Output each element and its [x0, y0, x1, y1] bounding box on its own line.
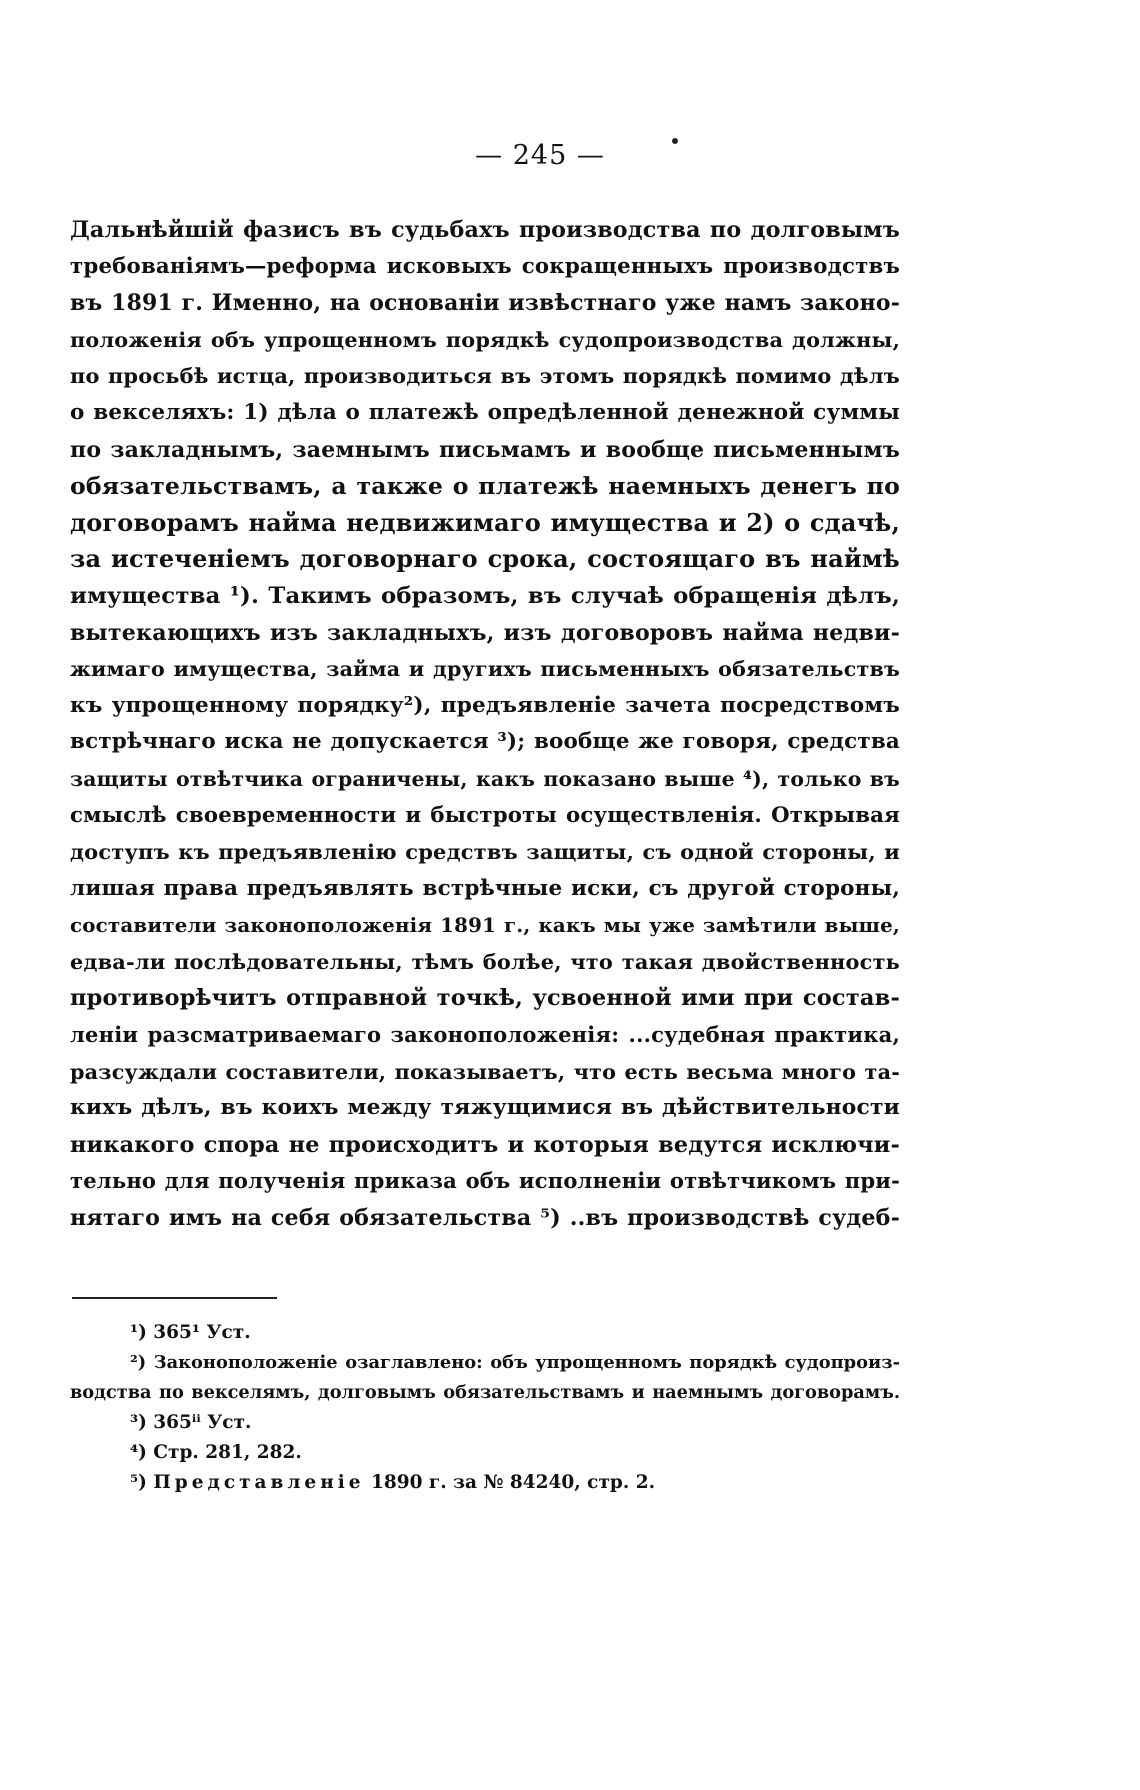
text-line: положенія объ упрощенномъ порядкѣ судопроизводства должны, [70, 326, 900, 352]
text-line: требованіямъ—реформа исковыхъ сокращенныхъ производствъ [70, 253, 900, 279]
footnote-2-line-2: водства по векселямъ, долговымъ обязательствамъ и наемнымъ договорамъ. [70, 1382, 900, 1403]
footnote-5-rest: 1890 г. за № 84240, стр. 2. [371, 1472, 656, 1493]
text-line: противорѣчитъ отправной точкѣ, усвоенной ими при состав- [70, 985, 900, 1012]
footnote-2-line-1: ²) Законоположеніе озаглавлено: объ упрощенномъ порядкѣ судопроиз- [130, 1352, 900, 1373]
text-line: разсуждали составители, показываетъ, что есть весьма много та- [70, 1059, 900, 1084]
text-line: лишая права предъявлять встрѣчные иски, съ другой стороны, [70, 875, 900, 901]
text-line: къ упрощенному порядку²), предъявленіе зачета посредствомъ [70, 692, 900, 718]
text-line: по просьбѣ истца, производиться въ этомъ порядкѣ помимо дѣлъ [70, 363, 900, 389]
text-line: обязательствамъ, а также о платежѣ наемныхъ денегъ по [70, 472, 900, 501]
text-line: едва-ли послѣдовательны, тѣмъ болѣе, что такая двойственность [70, 948, 900, 974]
text-line: защиты отвѣтчика ограничены, какъ показано выше ⁴), только въ [70, 766, 900, 791]
footnote-1: ¹) 365¹ Уст. [130, 1322, 251, 1343]
text-line: по закладнымъ, заемнымъ письмамъ и вообще письменнымъ [70, 436, 900, 463]
text-line: составители законоположенія 1891 г., какъ мы уже замѣтили выше, [70, 913, 900, 938]
print-speck [672, 138, 678, 144]
page-number: — 245 — [475, 140, 605, 171]
footnote-5-label: ⁵) [130, 1472, 147, 1493]
text-line: Дальнѣйшій фазисъ въ судьбахъ производства по долговымъ [70, 217, 900, 243]
text-line: доступъ къ предъявленію средствъ защиты, съ одной стороны, и [70, 839, 900, 865]
text-line: за истеченіемъ договорнаго срока, состоящаго въ наймѣ [70, 544, 900, 574]
footnotes [70, 1318, 900, 1498]
footnote-4: ⁴) Стр. 281, 282. [130, 1442, 302, 1463]
footnote-5-spaced-word: Представленіе [153, 1472, 365, 1493]
text-line: жимаго имущества, займа и другихъ письменныхъ обязательствъ [70, 657, 900, 682]
text-line: тельно для полученія приказа объ исполненіи отвѣтчикомъ при- [70, 1168, 900, 1194]
text-line: вытекающихъ изъ закладныхъ, изъ договоровъ найма недви- [70, 619, 900, 646]
text-line: въ 1891 г. Именно, на основаніи извѣстнаго уже намъ законо- [70, 290, 900, 317]
text-line: смыслѣ своевременности и быстроты осуществленія. Открывая [70, 802, 900, 828]
text-line: имущества ¹). Такимъ образомъ, въ случаѣ обращенія дѣлъ, [70, 582, 900, 609]
footnote-3: ³) 365ⁱⁱ Уст. [130, 1412, 252, 1433]
footnote-divider [72, 1297, 277, 1299]
text-line: о векселяхъ: 1) дѣла о платежѣ опредѣленной денежной суммы [70, 399, 900, 425]
text-line: кихъ дѣлъ, въ коихъ между тяжущимися въ дѣйствительности [70, 1095, 900, 1121]
footnote-5 [70, 1468, 900, 1498]
text-line: леніи разсматриваемаго законоположенія: ...судебная практика, [70, 1022, 900, 1048]
text-line: никакого спора не происходитъ и которыя ведутся исключи- [70, 1131, 900, 1158]
text-line: встрѣчнаго иска не допускается ³); вообще же говоря, средства [70, 729, 900, 755]
text-line: договорамъ найма недвижимаго имущества и 2) о сдачѣ, [70, 507, 900, 537]
body-text [70, 212, 900, 1237]
text-line: нятаго имъ на себя обязательства ⁵) ..въ производствѣ судеб- [70, 1205, 900, 1232]
